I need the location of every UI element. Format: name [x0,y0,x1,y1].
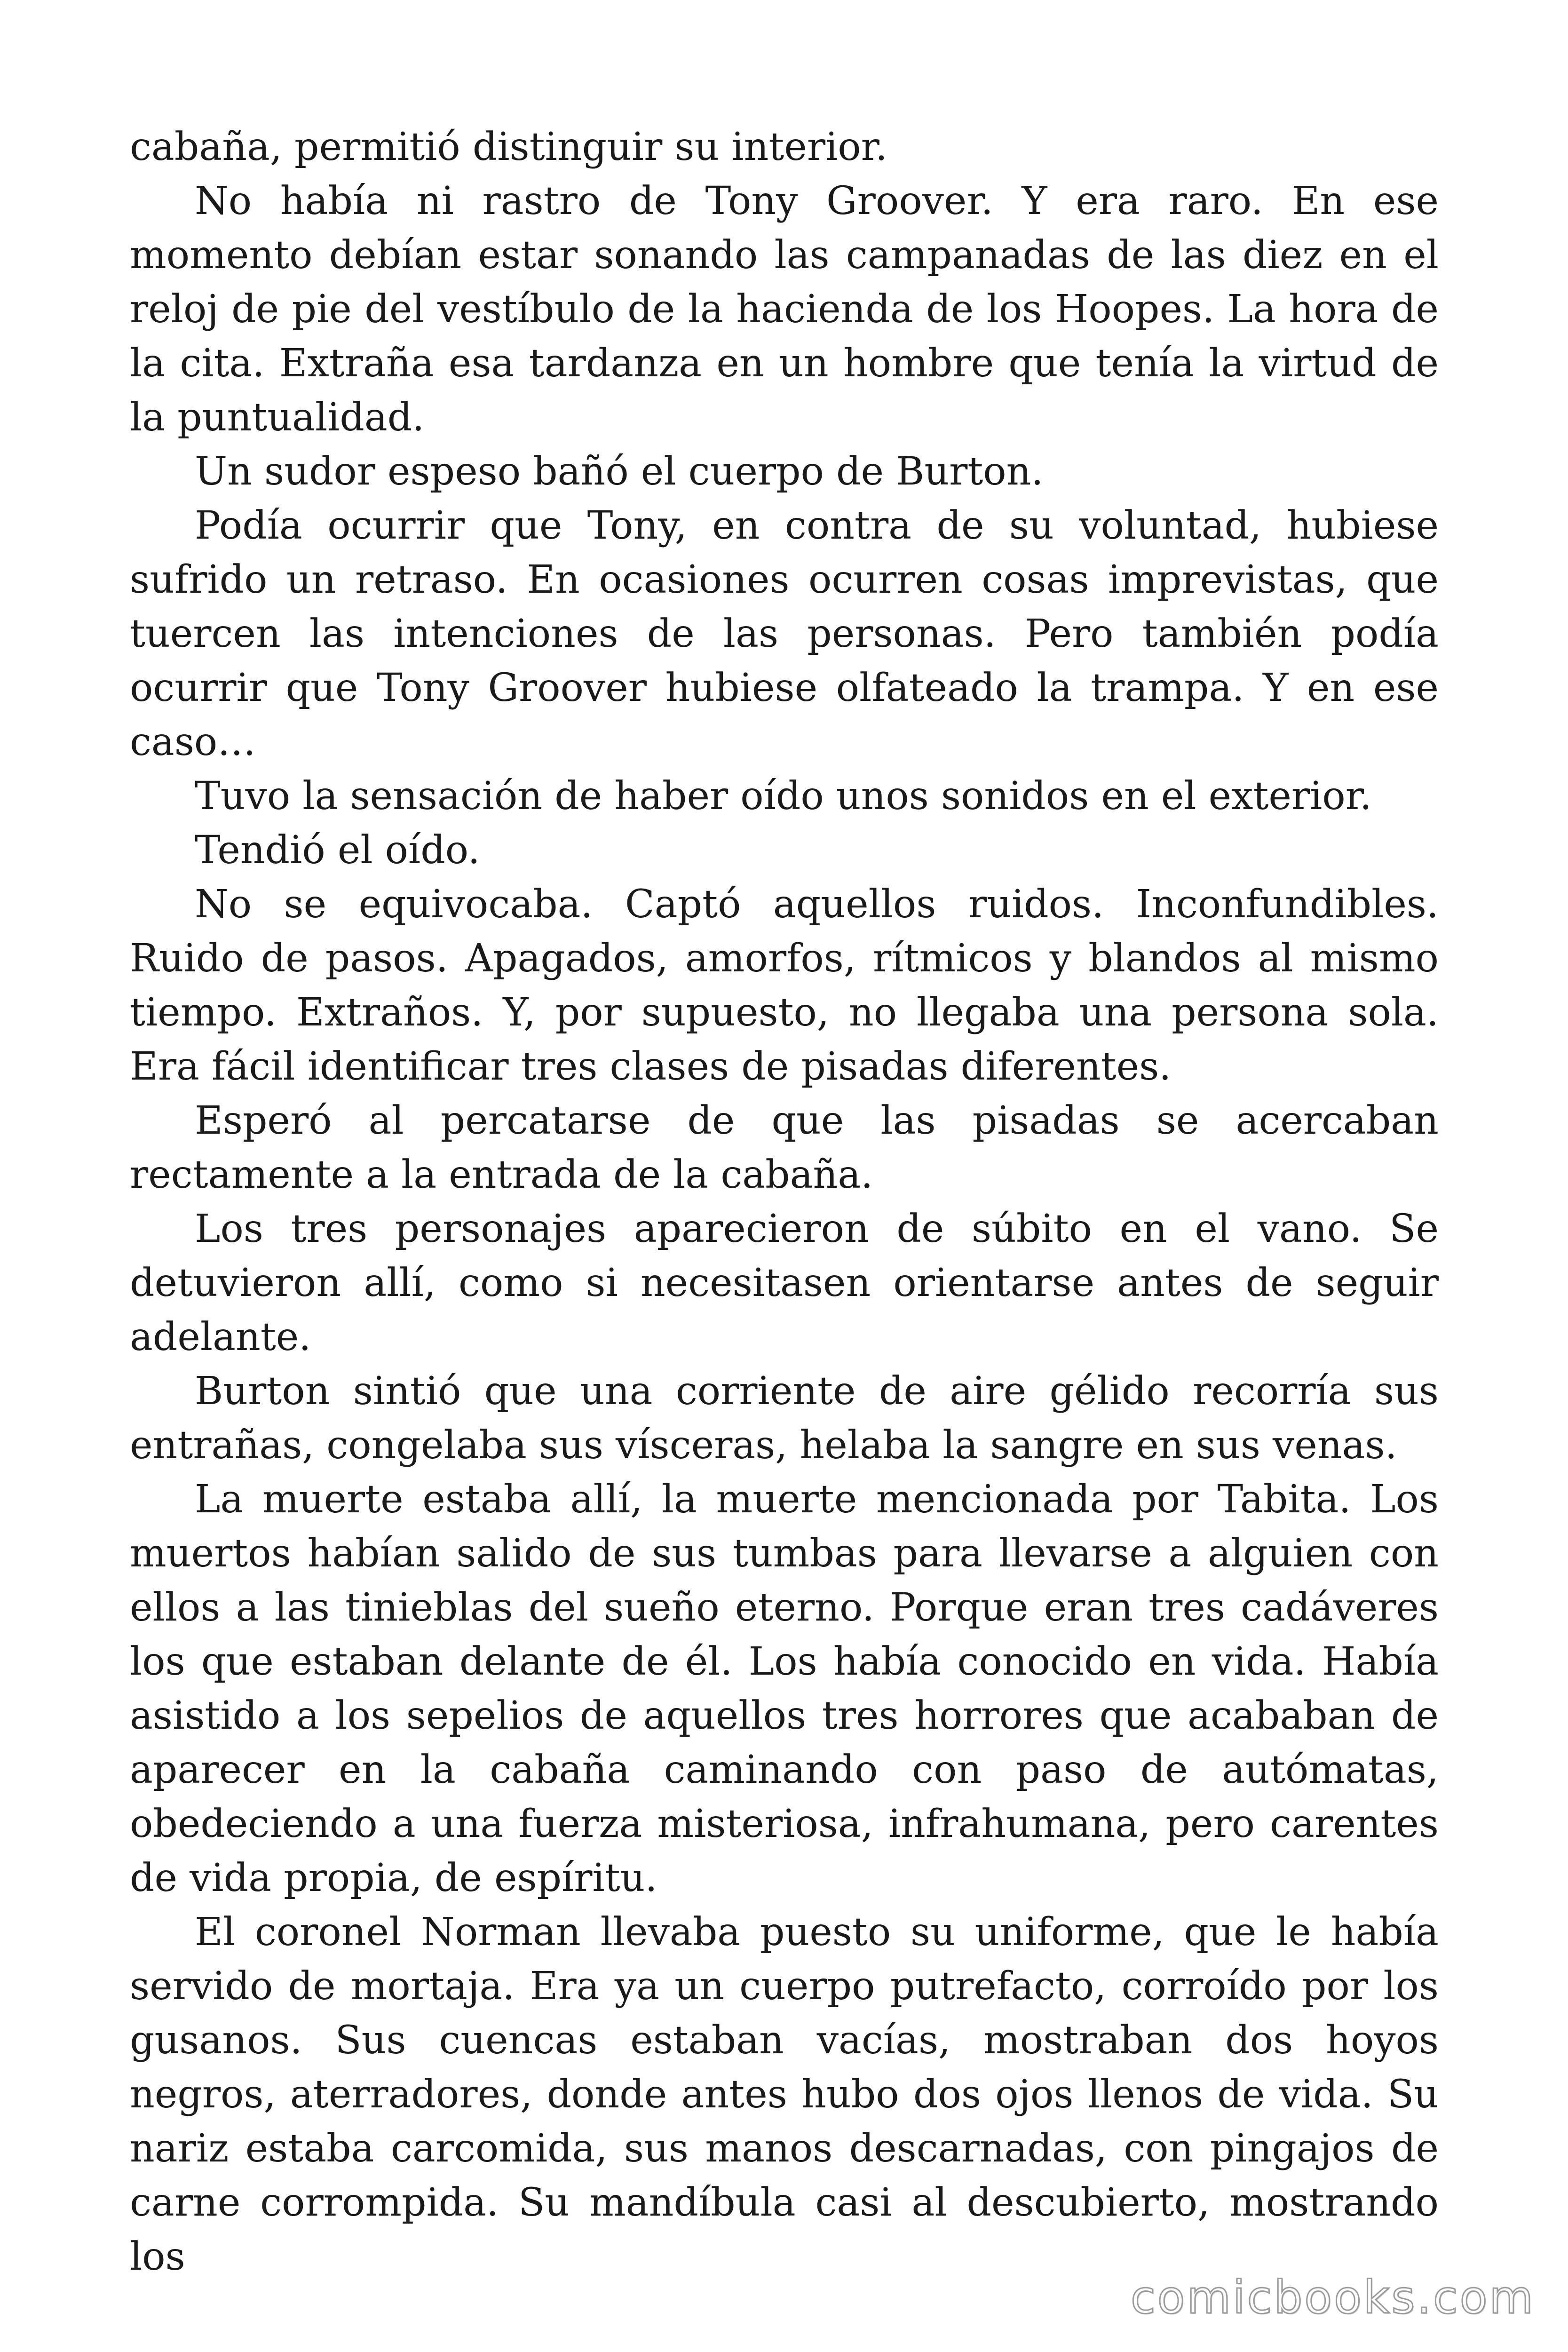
paragraph: No se equivocaba. Captó aquellos ruidos. Inconfundibles. Ruido de pasos. Apagados, amorfos, rítmicos y blandos al mismo tiempo. Extraños. Y, por supuesto, no llegaba una persona sola. Era fácil identificar tres clases de pisadas diferentes. [130,882,1439,1089]
watermark: comicbooks.com [1130,2271,1535,2324]
paragraph: Esperó al percatarse de que las pisadas se acercaban rectamente a la entrada de la cabaña. [130,1098,1439,1197]
paragraph: Podía ocurrir que Tony, en contra de su voluntad, hubiese sufrido un retraso. En ocasiones ocurren cosas imprevistas, que tuercen las intenciones de las personas. Pero también podía ocurrir que Tony Groover hubiese olfateado la trampa. Y en ese caso… [130,503,1439,764]
page-body-text [130,120,1439,2284]
paragraph: Tuvo la sensación de haber oído unos sonidos en el exterior. [195,774,1372,818]
paragraph: Tendió el oído. [195,828,480,873]
paragraph: No había ni rastro de Tony Groover. Y era raro. En ese momento debían estar sonando las campanadas de las diez en el reloj de pie del vestíbulo de la hacienda de los Hoopes. La hora de la cita. Extraña esa tardanza en un hombre que tenía la virtud de la puntualidad. [130,179,1439,440]
paragraph: Burton sintió que una corriente de aire gélido recorría sus entrañas, congelaba sus vísceras, helaba la sangre en sus venas. [130,1369,1439,1468]
paragraph: Un sudor espeso bañó el cuerpo de Burton. [195,449,1044,494]
paragraph: Los tres personajes aparecieron de súbito en el vano. Se detuvieron allí, como si necesitasen orientarse antes de seguir adelante. [130,1207,1439,1359]
paragraph: cabaña, permitió distinguir su interior. [130,125,887,169]
paragraph: La muerte estaba allí, la muerte mencionada por Tabita. Los muertos habían salido de sus tumbas para llevarse a alguien con ellos a las tinieblas del sueño eterno. Porque eran tres cadáveres los que estaban delante de él. Los había conocido en vida. Había asistido a los sepelios de aquellos tres horrores que acababan de aparecer en la cabaña caminando con paso de autómatas, obedeciendo a una fuerza misteriosa, infrahumana, pero carentes de vida propia, de espíritu. [130,1477,1439,1900]
paragraph: El coronel Norman llevaba puesto su uniforme, que le había servido de mortaja. Era ya un cuerpo putrefacto, corroído por los gusanos. Sus cuencas estaban vacías, mostraban dos hoyos negros, aterradores, donde antes hubo dos ojos llenos de vida. Su nariz estaba carcomida, sus manos descarnadas, con pingajos de carne corrompida. Su mandíbula casi al descubierto, mostrando los [130,1910,1439,2279]
